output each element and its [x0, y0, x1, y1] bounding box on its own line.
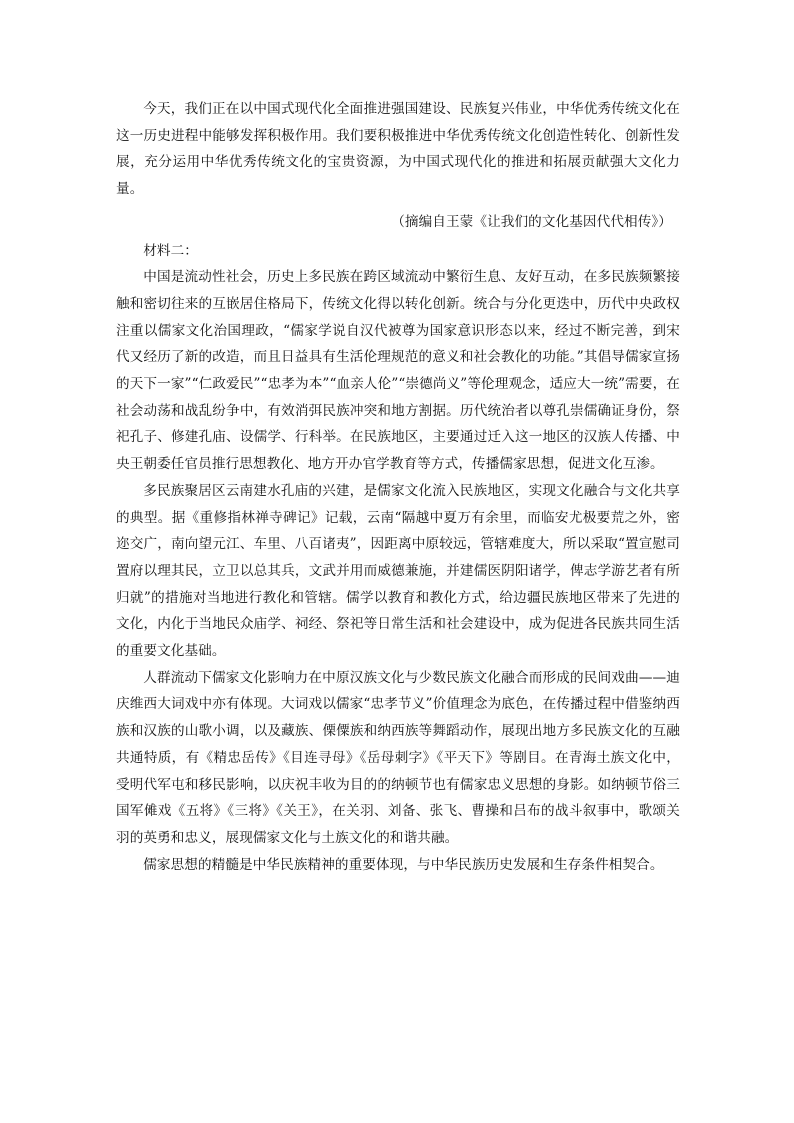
document-body [116, 96, 680, 878]
paragraph-4: 人群流动下儒家文化影响力在中原汉族文化与少数民族文化融合而形成的民间戏曲——迪庆维西大词戏中亦有体现。大词戏以儒家“忠孝节义”价值理念为底色，在传播过程中借鉴纳西族和汉族的山歌小调，以及藏族、傈僳族和纳西族等舞蹈动作，展现出地方多民族文化的互融共通特质，有《精忠岳传》《目连寻母》《岳母刺字》《平天下》等剧目。在青海土族文化中，受明代军屯和移民影响，以庆祝丰收为目的的纳顿节也有儒家忠义思想的身影。如纳顿节俗三国军傩戏《五将》《三将》《关王》，在关羽、刘备、张飞、曹操和吕布的战斗叙事中，歌颂关羽的英勇和忠义，展现儒家文化与土族文化的和谐共融。 [116, 669, 680, 846]
source-citation: （摘编自王蒙《让我们的文化基因代代相传》） [391, 213, 672, 230]
paragraph-3: 多民族聚居区云南建水孔庙的兴建，是儒家文化流入民族地区，实现文化融合与文化共享的典型。据《重修指林禅寺碑记》记载，云南“隔越中夏万有余里，而临安尤极要荒之外，密迩交广，南向望元江、车里、八百诸夷”，因距离中原较远，管辖难度大，所以采取“置宣慰司置府以理其民，立卫以总其兵，文武并用而威德兼施，并建儒医阴阳诸学，俾志学游艺者有所归就”的措施对当地进行教化和管辖。儒学以教育和教化方式，给边疆民族地区带来了先进的文化，内化于当地民众庙学、祠经、祭祀等日常生活和社会建设中，成为促进各民族共同生活的重要文化基础。 [116, 482, 680, 660]
material-2-label: 材料二： [143, 242, 198, 259]
paragraph-5: 儒家思想的精髓是中华民族精神的重要体现，与中华民族历史发展和生存条件相契合。 [143, 856, 664, 873]
paragraph-1: 今天，我们正在以中国式现代化全面推进强国建设、民族复兴伟业，中华优秀传统文化在这一历史进程中能够发挥积极作用。我们要积极推进中华优秀传统文化创造性转化、创新性发展，充分运用中华优秀传统文化的宝贵资源，为中国式现代化的推进和拓展贡献强大文化力量。 [116, 101, 680, 198]
paragraph-2: 中国是流动性社会，历史上多民族在跨区域流动中繁衍生息、友好互动，在多民族频繁接触和密切往来的互嵌居住格局下，传统文化得以转化创新。统合与分化更迭中，历代中央政权注重以儒家文化治国理政，“儒家学说自汉代被尊为国家意识形态以来，经过不断完善，到宋代又经历了新的改造，而且日益具有生活伦理规范的意义和社会教化的功能。”其倡导儒家宣扬的天下一家”“仁政爱民”“忠孝为本”“血亲人伦”“崇德尚义”等伦理观念，适应大一统”需要，在社会动荡和战乱纷争中，有效消弭民族冲突和地方割据。历代统治者以尊孔崇儒确证身份，祭祀孔子、修建孔庙、设儒学、行科举。在民族地区，主要通过迁入这一地区的汉族人传播、中央王朝委任官员推行思想教化、地方开办官学教育等方式，传播儒家思想，促进文化互渗。 [116, 269, 680, 473]
